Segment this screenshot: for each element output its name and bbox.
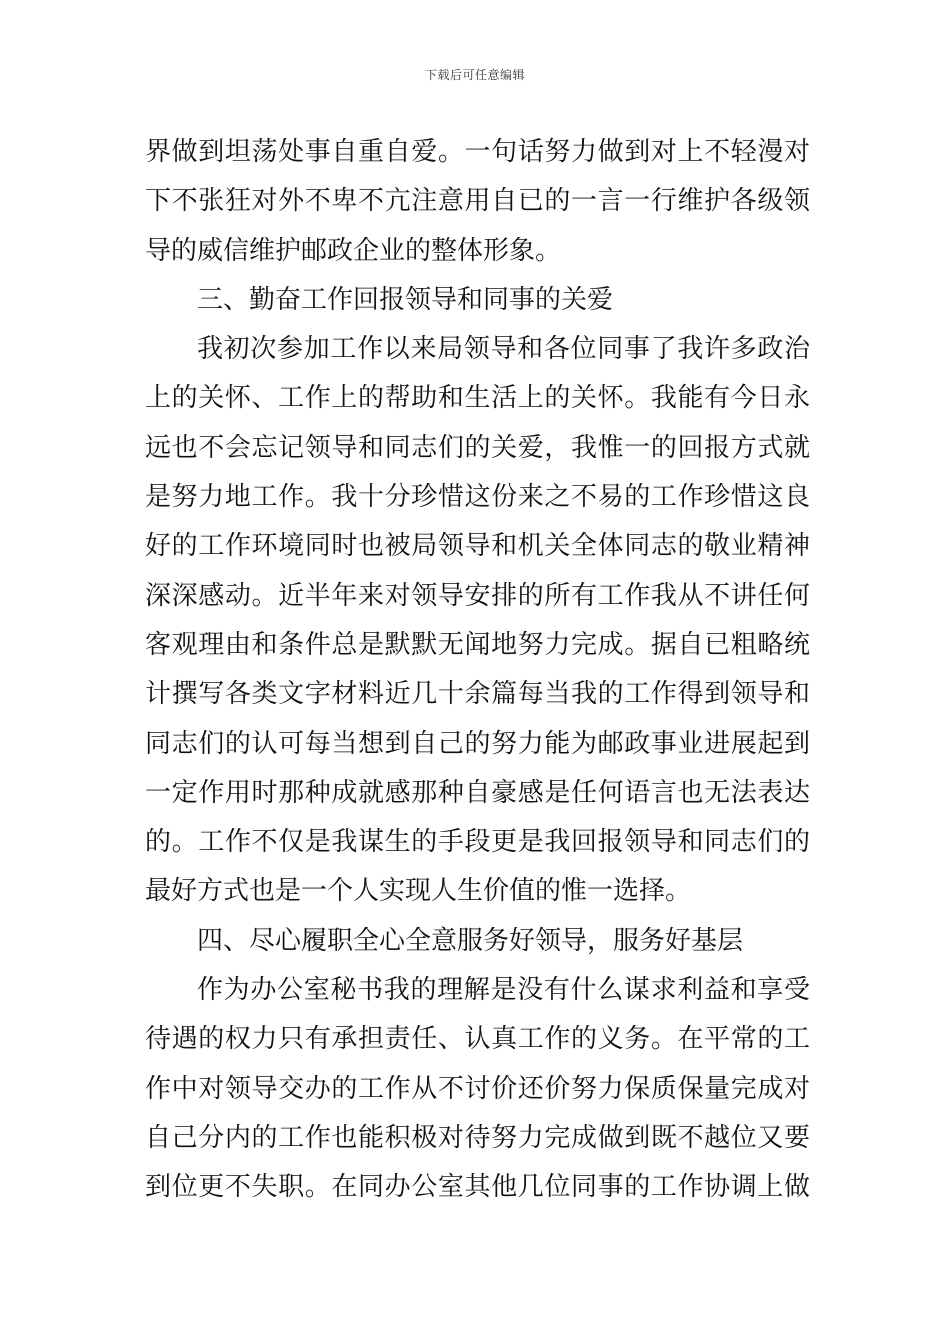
section-heading: 三、勤奋工作回报领导和同事的关爱 (197, 284, 614, 315)
text-line: 深深感动。近半年来对领导安排的所有工作我从不讲任何 (145, 580, 810, 611)
text-line: 作为办公室秘书我的理解是没有什么谋求利益和享受 (197, 975, 810, 1006)
page-header: 下载后可任意编辑 (424, 68, 525, 82)
text-line: 自己分内的工作也能积极对待努力完成做到既不越位又要 (145, 1122, 810, 1153)
text-line: 下不张狂对外不卑不亢注意用自已的一言一行维护各级领 (145, 186, 810, 217)
text-line: 我初次参加工作以来局领导和各位同事了我许多政治 (197, 334, 810, 365)
text-line: 好的工作环境同时也被局领导和机关全体同志的敬业精神 (145, 531, 810, 562)
text-line: 计撰写各类文字材料近几十余篇每当我的工作得到领导和 (145, 679, 810, 710)
text-line: 导的威信维护邮政企业的整体形象。 (145, 235, 562, 266)
text-line: 客观理由和条件总是默默无闻地努力完成。据自已粗略统 (145, 629, 810, 660)
section-heading: 四、尽心履职全心全意服务好领导，服务好基层 (197, 925, 744, 956)
text-line: 的。工作不仅是我谋生的手段更是我回报领导和同志们的 (145, 827, 810, 858)
text-line: 到位更不失职。在同办公室其他几位同事的工作协调上做 (145, 1172, 810, 1203)
text-line: 一定作用时那种成就感那种自豪感是任何语言也无法表达 (145, 777, 810, 808)
text-line: 是努力地工作。我十分珍惜这份来之不易的工作珍惜这良 (145, 482, 810, 513)
text-line: 最好方式也是一个人实现人生价值的惟一选择。 (145, 876, 692, 907)
text-line: 界做到坦荡处事自重自爱。一句话努力做到对上不轻漫对 (145, 137, 810, 167)
text-line: 同志们的认可每当想到自己的努力能为邮政事业进展起到 (145, 728, 810, 759)
text-line: 待遇的权力只有承担责任、认真工作的义务。在平常的工 (145, 1024, 810, 1055)
text-line: 作中对领导交办的工作从不讨价还价努力保质保量完成对 (145, 1073, 810, 1104)
body-text (145, 128, 810, 1213)
text-line: 上的关怀、工作上的帮助和生活上的关怀。我能有今日永 (145, 383, 810, 414)
text-line: 远也不会忘记领导和同志们的关爱，我惟一的回报方式就 (145, 432, 810, 463)
